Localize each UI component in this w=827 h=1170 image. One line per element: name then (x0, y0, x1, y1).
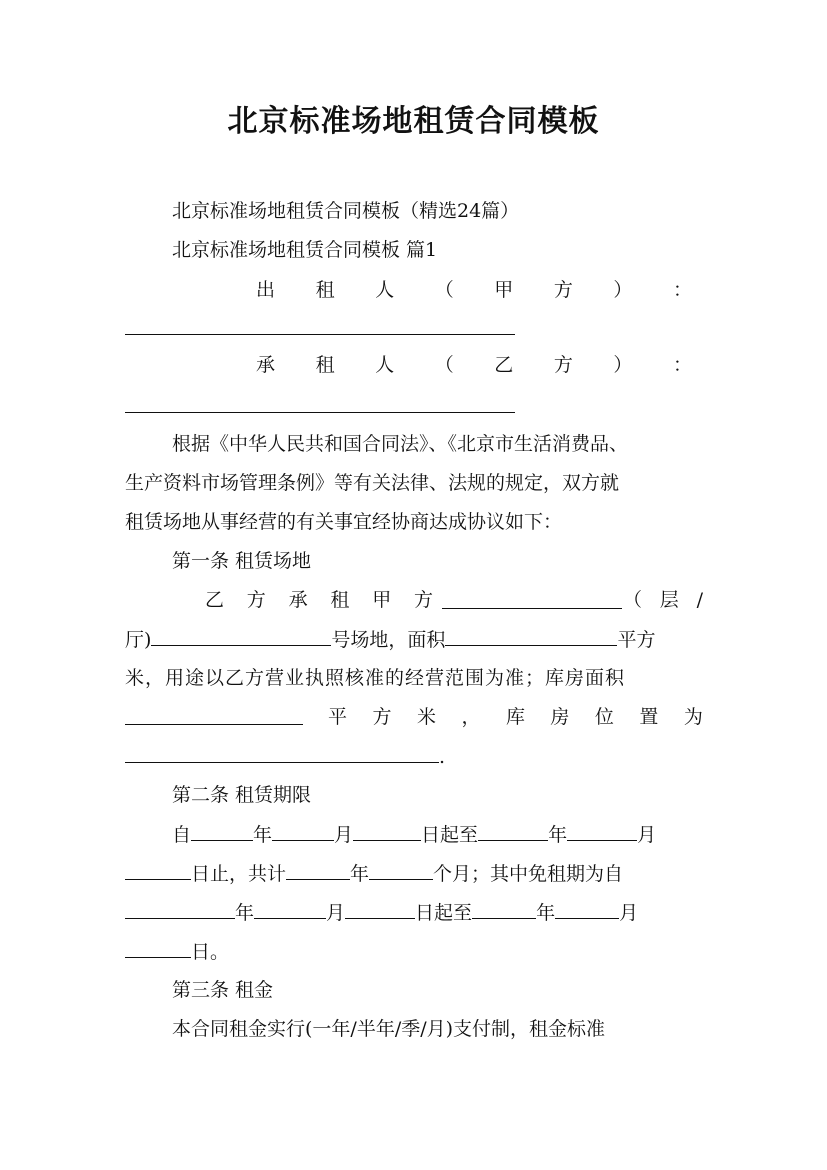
article1-line4 (328, 703, 703, 731)
text-char: 米 (416, 706, 436, 728)
floor-blank[interactable] (442, 608, 622, 609)
text-char: （ (623, 589, 643, 611)
free-end-day-blank[interactable] (125, 937, 191, 958)
storage-location-blank[interactable] (125, 742, 439, 763)
storage-area-blank[interactable] (125, 724, 303, 725)
article2-line3 (125, 898, 703, 927)
article3-line1: 本合同租金实行(一年/半年/季/月)支付制，租金标准 (172, 1018, 606, 1040)
text-char: 方 (246, 589, 266, 611)
text-run: 自 (172, 824, 192, 846)
text-run: 日起至 (421, 824, 479, 846)
text-run: 个月；其中免租期为自 (433, 863, 624, 885)
text-char: / (696, 589, 703, 611)
text-char: 承 (288, 589, 308, 611)
lessor-char: ） (613, 279, 633, 301)
chapter-heading: 北京标准场地租赁合同模板 篇1 (172, 239, 438, 261)
lessee-char: ） (613, 354, 633, 376)
free-start-year-blank[interactable] (125, 898, 235, 919)
free-start-month-blank[interactable] (254, 898, 326, 919)
lessor-char: 甲 (494, 279, 514, 301)
text-run: 月 (619, 902, 639, 924)
text-run: 日 (415, 902, 435, 924)
area-blank[interactable] (445, 625, 617, 646)
preamble-line: 根据《中华人民共和国合同法》、《北京市生活消费品、 (172, 433, 629, 455)
text-char: 租 (330, 589, 350, 611)
article1-line1 (205, 586, 433, 614)
preamble-line: 租赁场地从事经营的有关事宜经协商达成协议如下： (125, 511, 563, 533)
text-char: 置 (639, 706, 659, 728)
document-title: 北京标准场地租赁合同模板 (227, 104, 600, 139)
text-run: 年 (536, 902, 556, 924)
text-char: 层 (659, 589, 679, 611)
start-day-blank[interactable] (353, 820, 421, 841)
text-char: 方 (372, 706, 392, 728)
lessee-blank[interactable] (125, 412, 515, 413)
lessor-label (256, 276, 692, 304)
text-char: 甲 (372, 589, 392, 611)
text-run: 日。 (191, 941, 230, 963)
text-run: 月 (334, 824, 354, 846)
text-run: 起至 (434, 902, 473, 924)
text-char: 平 (328, 706, 348, 728)
article1-line1-tail (623, 586, 703, 614)
document-subtitle: 北京标准场地租赁合同模板（精选24篇） (172, 200, 520, 222)
hall-blank[interactable] (151, 625, 331, 646)
lessor-char: 方 (553, 279, 573, 301)
end-month-blank[interactable] (567, 820, 637, 841)
total-years-blank[interactable] (286, 859, 350, 880)
article1-line5 (125, 742, 703, 771)
text-char: 乙 (205, 589, 225, 611)
article1-heading: 第一条 租赁场地 (172, 550, 312, 572)
lessee-char: ： (672, 354, 692, 376)
total-months-blank[interactable] (369, 859, 433, 880)
article2-line4 (125, 937, 703, 966)
lessee-char: 租 (315, 354, 335, 376)
article3-heading: 第三条 租金 (172, 979, 274, 1001)
lessor-blank[interactable] (125, 334, 515, 335)
article1-line2 (125, 625, 703, 654)
lessor-char: （ (434, 279, 454, 301)
text-run: 厅) (125, 629, 152, 651)
end-year-blank[interactable] (478, 820, 548, 841)
article2-heading: 第二条 租赁期限 (172, 784, 312, 806)
lessee-char: （ (434, 354, 454, 376)
free-end-month-blank[interactable] (555, 898, 619, 919)
article1-line3: 米，用途以乙方营业执照核准的经营范围为准；库房面积 (125, 667, 626, 689)
lessee-char: 乙 (494, 354, 514, 376)
text-char: 位 (594, 706, 614, 728)
lessee-label (256, 351, 692, 379)
text-run: 年 (548, 824, 568, 846)
text-char: 库 (505, 706, 525, 728)
text-run: 月 (637, 824, 657, 846)
text-char: 方 (413, 589, 433, 611)
text-char: 房 (550, 706, 570, 728)
text-run: 平方 (617, 629, 656, 651)
lessor-char: 租 (315, 279, 335, 301)
lessor-char: ： (672, 279, 692, 301)
text-run: 年 (350, 863, 370, 885)
text-run: 年 (235, 902, 255, 924)
lessee-char: 人 (375, 354, 395, 376)
preamble-line: 生产资料市场管理条例》等有关法律、法规的规定，双方就 (125, 472, 620, 494)
text-run: 日止，共计 (191, 863, 287, 885)
text-run: 号场地，面积 (331, 629, 446, 651)
lessor-char: 出 (256, 279, 276, 301)
text-char: 为 (683, 706, 703, 728)
start-month-blank[interactable] (272, 820, 334, 841)
free-end-year-blank[interactable] (472, 898, 536, 919)
article2-line1 (172, 820, 703, 849)
text-run: 年 (253, 824, 273, 846)
lessee-char: 方 (553, 354, 573, 376)
start-year-blank[interactable] (191, 820, 253, 841)
free-start-day-blank[interactable] (345, 898, 415, 919)
text-run: 月 (326, 902, 346, 924)
lessee-char: 承 (256, 354, 276, 376)
lessor-char: 人 (375, 279, 395, 301)
end-day-blank[interactable] (125, 859, 191, 880)
text-char: ， (461, 706, 481, 728)
text-run: . (439, 746, 446, 768)
article2-line2 (125, 859, 703, 888)
